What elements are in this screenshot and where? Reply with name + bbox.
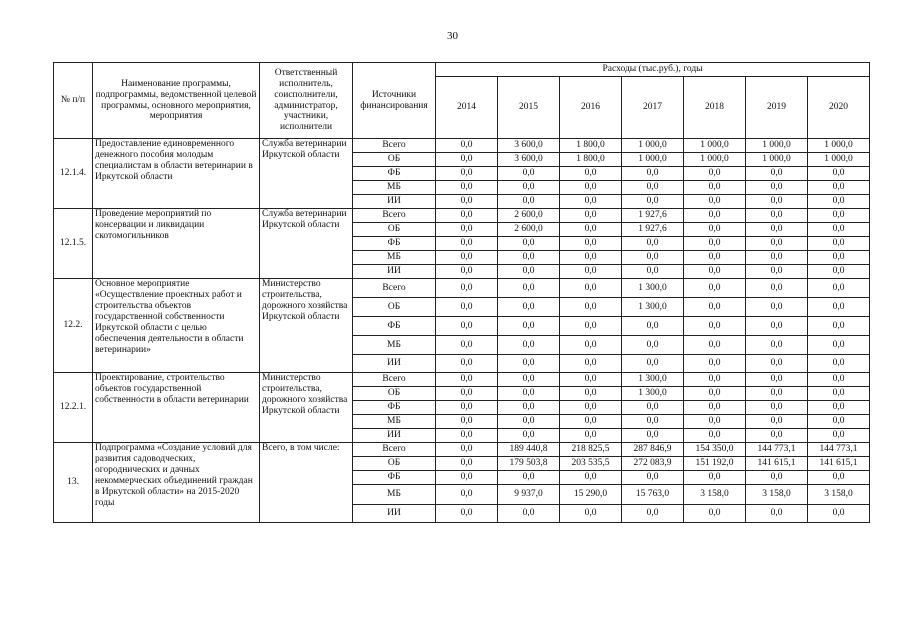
- expense-value: 3 158,0: [746, 485, 808, 505]
- funding-source: ОБ: [353, 298, 436, 317]
- expense-value: 0,0: [746, 387, 808, 401]
- expense-value: 0,0: [746, 401, 808, 415]
- measure-name: Проведение мероприятий по консервации и ликвидации скотомогильников: [93, 209, 260, 279]
- expense-value: 0,0: [684, 265, 746, 279]
- expense-value: 0,0: [746, 265, 808, 279]
- expense-value: 0,0: [684, 415, 746, 429]
- expense-value: 144 773,1: [746, 443, 808, 457]
- header-year: 2018: [684, 77, 746, 139]
- expense-value: 0,0: [498, 237, 560, 251]
- header-year: 2014: [436, 77, 498, 139]
- expense-value: 0,0: [560, 373, 622, 387]
- expense-value: 0,0: [498, 401, 560, 415]
- expense-value: 0,0: [436, 298, 498, 317]
- header-year: 2015: [498, 77, 560, 139]
- expense-value: 141 615,1: [746, 457, 808, 471]
- expense-value: 0,0: [436, 471, 498, 485]
- expense-value: 0,0: [808, 387, 870, 401]
- expense-value: 0,0: [622, 355, 684, 373]
- funding-source: ОБ: [353, 387, 436, 401]
- expense-value: 141 615,1: [808, 457, 870, 471]
- funding-source: Всего: [353, 279, 436, 298]
- expense-value: 0,0: [498, 336, 560, 355]
- funding-source: МБ: [353, 415, 436, 429]
- funding-source: ИИ: [353, 265, 436, 279]
- expense-value: 0,0: [808, 298, 870, 317]
- expense-value: 0,0: [684, 251, 746, 265]
- expense-value: 154 350,0: [684, 443, 746, 457]
- expense-value: 0,0: [498, 195, 560, 209]
- expense-value: 1 300,0: [622, 373, 684, 387]
- expense-value: 1 800,0: [560, 139, 622, 153]
- expense-value: 0,0: [436, 387, 498, 401]
- expense-value: 1 000,0: [684, 139, 746, 153]
- header-executor: Ответственный исполнитель, соисполнители, администратор, участники, исполнители: [260, 63, 353, 139]
- expense-value: 0,0: [684, 237, 746, 251]
- executor: Служба ветеринарии Иркутской области: [260, 139, 353, 209]
- funding-source: ФБ: [353, 237, 436, 251]
- expense-value: 0,0: [808, 429, 870, 443]
- funding-source: ИИ: [353, 355, 436, 373]
- expense-value: 0,0: [746, 298, 808, 317]
- expense-value: 0,0: [746, 279, 808, 298]
- expense-value: 0,0: [746, 237, 808, 251]
- expense-value: 203 535,5: [560, 457, 622, 471]
- expense-value: 1 000,0: [746, 139, 808, 153]
- expense-value: 0,0: [684, 505, 746, 523]
- expense-value: 0,0: [684, 209, 746, 223]
- expense-value: 0,0: [560, 471, 622, 485]
- expense-value: 0,0: [498, 355, 560, 373]
- funding-source: МБ: [353, 336, 436, 355]
- expense-value: 0,0: [560, 223, 622, 237]
- funding-source: ФБ: [353, 471, 436, 485]
- expense-value: 0,0: [622, 167, 684, 181]
- expense-value: 0,0: [684, 429, 746, 443]
- expense-value: 0,0: [684, 387, 746, 401]
- expense-value: 0,0: [684, 317, 746, 336]
- expense-value: 0,0: [560, 279, 622, 298]
- measure-name: Подпрограмма «Создание условий для развития садоводческих, огороднических и дачных некоммерческих объединений граждан в Иркутской области» на 2015-2020 годы: [93, 443, 260, 523]
- expense-value: 0,0: [560, 387, 622, 401]
- expense-value: 0,0: [436, 223, 498, 237]
- expense-value: 1 000,0: [622, 139, 684, 153]
- expense-value: 0,0: [622, 181, 684, 195]
- funding-source: Всего: [353, 443, 436, 457]
- expense-value: 0,0: [436, 415, 498, 429]
- expense-value: 0,0: [560, 401, 622, 415]
- expense-value: 0,0: [498, 505, 560, 523]
- expense-value: 0,0: [622, 336, 684, 355]
- expense-value: 0,0: [498, 415, 560, 429]
- expense-value: 0,0: [808, 415, 870, 429]
- expense-value: 0,0: [436, 317, 498, 336]
- expense-value: 0,0: [436, 485, 498, 505]
- expense-value: 0,0: [746, 251, 808, 265]
- expense-value: 0,0: [560, 415, 622, 429]
- expense-value: 0,0: [436, 237, 498, 251]
- measure-name: Проектирование, строительство объектов государственной собственности в области ветеринарии: [93, 373, 260, 443]
- expense-value: 1 000,0: [746, 153, 808, 167]
- expense-value: 0,0: [498, 167, 560, 181]
- expense-value: 0,0: [436, 265, 498, 279]
- row-number: 13.: [54, 443, 93, 523]
- funding-source: ОБ: [353, 223, 436, 237]
- expense-value: 3 158,0: [684, 485, 746, 505]
- expense-value: 0,0: [560, 237, 622, 251]
- expense-value: 0,0: [622, 429, 684, 443]
- expense-value: 1 927,6: [622, 209, 684, 223]
- funding-source: Всего: [353, 373, 436, 387]
- expense-value: 0,0: [560, 298, 622, 317]
- header-num: № п/п: [54, 63, 93, 139]
- expense-value: 0,0: [622, 401, 684, 415]
- expense-value: 1 000,0: [808, 153, 870, 167]
- funding-source: МБ: [353, 181, 436, 195]
- expense-value: 0,0: [622, 195, 684, 209]
- expense-value: 0,0: [684, 355, 746, 373]
- expense-value: 189 440,8: [498, 443, 560, 457]
- expense-value: 0,0: [560, 251, 622, 265]
- expense-value: 0,0: [436, 355, 498, 373]
- expense-value: 0,0: [684, 223, 746, 237]
- expense-value: 0,0: [746, 223, 808, 237]
- expense-value: 0,0: [560, 195, 622, 209]
- funding-source: ФБ: [353, 317, 436, 336]
- table-row: [54, 373, 870, 387]
- expense-value: 0,0: [436, 251, 498, 265]
- expense-value: 218 825,5: [560, 443, 622, 457]
- expense-value: 0,0: [560, 167, 622, 181]
- expense-value: 0,0: [436, 443, 498, 457]
- header-expenses: Расходы (тыс.руб.), годы: [436, 63, 870, 77]
- expense-value: 0,0: [622, 505, 684, 523]
- executor: Министерство строительства, дорожного хозяйства Иркутской области: [260, 373, 353, 443]
- expense-value: 272 083,9: [622, 457, 684, 471]
- expense-value: 0,0: [808, 317, 870, 336]
- expense-value: 0,0: [436, 373, 498, 387]
- expense-value: 15 763,0: [622, 485, 684, 505]
- expense-value: 0,0: [746, 471, 808, 485]
- expense-value: 0,0: [808, 471, 870, 485]
- expense-value: 0,0: [684, 195, 746, 209]
- expense-value: 0,0: [436, 167, 498, 181]
- expense-value: 0,0: [622, 265, 684, 279]
- row-number: 12.2.: [54, 279, 93, 373]
- expense-value: 0,0: [436, 195, 498, 209]
- expense-value: 0,0: [436, 279, 498, 298]
- expense-value: 0,0: [498, 265, 560, 279]
- expense-value: 0,0: [560, 355, 622, 373]
- expense-value: 1 000,0: [622, 153, 684, 167]
- funding-source: МБ: [353, 485, 436, 505]
- expense-value: 0,0: [808, 251, 870, 265]
- expense-value: 3 600,0: [498, 153, 560, 167]
- expense-value: 0,0: [746, 373, 808, 387]
- expense-value: 2 600,0: [498, 223, 560, 237]
- expense-value: 0,0: [746, 167, 808, 181]
- table-row: [54, 139, 870, 153]
- expense-value: 0,0: [684, 336, 746, 355]
- expense-value: 0,0: [560, 181, 622, 195]
- row-number: 12.1.4.: [54, 139, 93, 209]
- expense-value: 0,0: [498, 317, 560, 336]
- expense-value: 0,0: [746, 209, 808, 223]
- funding-source: ИИ: [353, 505, 436, 523]
- expense-value: 0,0: [622, 415, 684, 429]
- expense-value: 0,0: [746, 505, 808, 523]
- expense-value: 0,0: [808, 195, 870, 209]
- expense-value: 0,0: [684, 373, 746, 387]
- expense-value: 0,0: [684, 471, 746, 485]
- expense-value: 0,0: [498, 181, 560, 195]
- expense-value: 0,0: [684, 279, 746, 298]
- table-row: [54, 209, 870, 223]
- expense-value: 0,0: [808, 223, 870, 237]
- expense-value: 287 846,9: [622, 443, 684, 457]
- expense-value: 0,0: [436, 336, 498, 355]
- expense-value: 0,0: [622, 471, 684, 485]
- funding-source: Всего: [353, 209, 436, 223]
- expense-value: 1 000,0: [684, 153, 746, 167]
- expense-value: 0,0: [746, 355, 808, 373]
- expense-value: 1 300,0: [622, 387, 684, 401]
- expense-value: 0,0: [498, 373, 560, 387]
- expense-value: 3 158,0: [808, 485, 870, 505]
- expense-value: 0,0: [746, 181, 808, 195]
- expense-value: 151 192,0: [684, 457, 746, 471]
- funding-source: ФБ: [353, 401, 436, 415]
- funding-source: ОБ: [353, 153, 436, 167]
- funding-source: Всего: [353, 139, 436, 153]
- expense-value: 0,0: [622, 237, 684, 251]
- expense-value: 0,0: [436, 505, 498, 523]
- header-year: 2020: [808, 77, 870, 139]
- expense-value: 0,0: [808, 167, 870, 181]
- expense-value: 0,0: [684, 167, 746, 181]
- expense-value: 0,0: [684, 298, 746, 317]
- expense-value: 0,0: [684, 401, 746, 415]
- expense-value: 0,0: [560, 317, 622, 336]
- executor: Служба ветеринарии Иркутской области: [260, 209, 353, 279]
- header-sources: Источники финансирования: [353, 63, 436, 139]
- header-year: 2017: [622, 77, 684, 139]
- expense-value: 0,0: [436, 153, 498, 167]
- expense-value: 0,0: [498, 429, 560, 443]
- expense-value: 0,0: [808, 209, 870, 223]
- expense-value: 0,0: [436, 429, 498, 443]
- expense-value: 0,0: [746, 317, 808, 336]
- executor: Министерство строительства, дорожного хозяйства Иркутской области: [260, 279, 353, 373]
- expense-value: 0,0: [436, 139, 498, 153]
- expense-value: 1 300,0: [622, 279, 684, 298]
- expense-value: 144 773,1: [808, 443, 870, 457]
- expense-value: 0,0: [498, 251, 560, 265]
- executor: Всего, в том числе:: [260, 443, 353, 523]
- expense-value: 0,0: [808, 373, 870, 387]
- expense-value: 0,0: [808, 279, 870, 298]
- expense-value: 0,0: [746, 429, 808, 443]
- expense-value: 1 800,0: [560, 153, 622, 167]
- row-number: 12.1.5.: [54, 209, 93, 279]
- expense-value: 0,0: [560, 505, 622, 523]
- expense-value: 0,0: [622, 251, 684, 265]
- expense-value: 0,0: [436, 181, 498, 195]
- funding-source: МБ: [353, 251, 436, 265]
- expense-value: 0,0: [746, 195, 808, 209]
- header-name: Наименование программы, подпрограммы, ведомственной целевой программы, основного мероприятия, мероприятия: [93, 63, 260, 139]
- expense-value: 0,0: [436, 457, 498, 471]
- expense-value: 0,0: [808, 336, 870, 355]
- measure-name: Предоставление единовременного денежного пособия молодым специалистам в области ветеринарии в Иркутской области: [93, 139, 260, 209]
- expense-value: 0,0: [498, 298, 560, 317]
- expense-value: 0,0: [746, 415, 808, 429]
- expense-value: 1 000,0: [808, 139, 870, 153]
- expense-value: 0,0: [560, 265, 622, 279]
- expense-value: 0,0: [808, 355, 870, 373]
- header-year: 2019: [746, 77, 808, 139]
- expense-value: 0,0: [560, 209, 622, 223]
- expense-value: 3 600,0: [498, 139, 560, 153]
- funding-source: ОБ: [353, 457, 436, 471]
- expense-value: 9 937,0: [498, 485, 560, 505]
- expense-value: 0,0: [808, 265, 870, 279]
- expense-value: 1 300,0: [622, 298, 684, 317]
- expense-value: 0,0: [498, 387, 560, 401]
- expense-value: 0,0: [746, 336, 808, 355]
- expense-value: 0,0: [560, 336, 622, 355]
- header-year: 2016: [560, 77, 622, 139]
- expense-value: 0,0: [808, 181, 870, 195]
- expense-value: 0,0: [684, 181, 746, 195]
- funding-source: ФБ: [353, 167, 436, 181]
- budget-table: [53, 62, 870, 523]
- expense-value: 0,0: [498, 279, 560, 298]
- funding-source: ИИ: [353, 429, 436, 443]
- expense-value: 15 290,0: [560, 485, 622, 505]
- measure-name: Основное мероприятие «Осуществление проектных работ и строительства объектов государственной собственности Иркутской области с целью обеспечения деятельности в области ветеринарии»: [93, 279, 260, 373]
- table-row: [54, 443, 870, 457]
- funding-source: ИИ: [353, 195, 436, 209]
- expense-value: 0,0: [560, 429, 622, 443]
- page-number: 30: [447, 30, 458, 42]
- expense-value: 179 503,8: [498, 457, 560, 471]
- expense-value: 0,0: [808, 401, 870, 415]
- expense-value: 1 927,6: [622, 223, 684, 237]
- expense-value: 0,0: [622, 317, 684, 336]
- expense-value: 0,0: [498, 471, 560, 485]
- expense-value: 0,0: [808, 237, 870, 251]
- table-row: [54, 279, 870, 298]
- expense-value: 0,0: [436, 209, 498, 223]
- expense-value: 2 600,0: [498, 209, 560, 223]
- expense-value: 0,0: [436, 401, 498, 415]
- row-number: 12.2.1.: [54, 373, 93, 443]
- expense-value: 0,0: [808, 505, 870, 523]
